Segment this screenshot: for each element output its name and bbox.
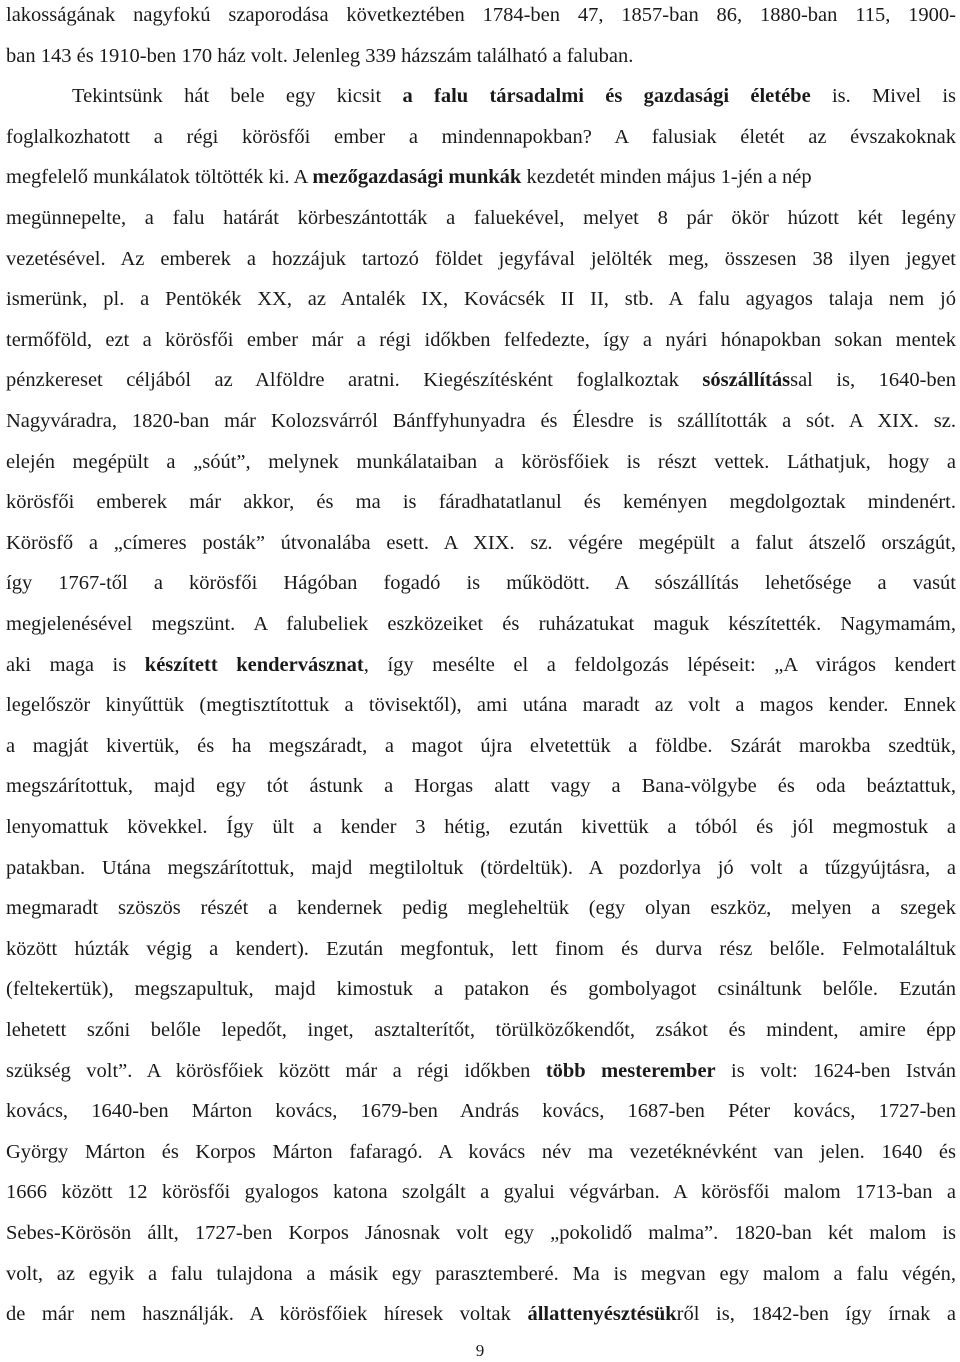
text-line [6, 325, 956, 355]
text-segment: kovács, 1640-ben Márton kovács, 1679-ben András kovács, 1687-ben Péter kovács, 1727-ben [6, 1100, 956, 1123]
text-segment: 1666 között 12 körösfői gyalogos katona szolgált a gyalui végvárban. A körösfői malom 1713-ban a [6, 1181, 956, 1204]
text-segment: is. Mivel is [810, 85, 956, 108]
text-segment: György Márton és Korpos Márton fafaragó. A kovács név ma vezetéknévként van jelen. 1640 és [6, 1140, 956, 1163]
text-line [6, 122, 956, 152]
text-line [6, 406, 956, 436]
text-segment: megjelenésével megszünt. A falubeliek eszközeiket és ruházatukat maguk készítették. Nagymamám, [6, 613, 956, 635]
page-number: 9 [475, 1341, 485, 1360]
text-segment: patakban. Utána megszárítottuk, majd megtiloltuk (tördeltük). A pozdorlya jó volt a tűzgyújtásra, a [6, 856, 956, 879]
text-line [6, 1259, 956, 1289]
text-segment: ban 143 és 1910-ben 170 ház volt. Jelenleg 339 házszám található a faluban. [6, 44, 634, 67]
text-line [6, 690, 956, 720]
text-line [6, 812, 956, 842]
text-segment: volt, az egyik a falu tulajdona a másik egy parasztemberé. Ma is megvan egy malom a falu végén, [6, 1262, 956, 1285]
text-segment: Nagyváradra, 1820-ban már Kolozsvárról Bánffyhunyadra és Élesdre is szállították a sót. A XIX. sz. [6, 410, 956, 432]
text-segment: megünnepelte, a falu határát körbeszántották a faluekével, melyet 8 pár ökör húzott két legény [6, 207, 956, 229]
text-line [6, 934, 956, 964]
text-segment: sal is, 1640-ben [790, 369, 957, 392]
text-line [6, 447, 956, 477]
text-segment: szükség volt”. A körösfőiek között már a régi időkben [6, 1059, 546, 1082]
text-line [6, 203, 956, 233]
text-line [6, 162, 956, 192]
text-line [6, 1299, 956, 1329]
text-line [6, 41, 956, 71]
text-line [6, 365, 956, 395]
text-line [6, 974, 956, 1004]
text-line [6, 1137, 956, 1167]
text-segment: ről is, 1842-ben így írnak a [676, 1303, 956, 1326]
text-segment: vezetésével. Az emberek a hozzájuk tartozó földet jegyfával jelölték meg, összesen 38 ilyen jegyet [6, 247, 956, 270]
text-segment: elején megépült a „sóút”, melynek munkálataiban a körösfőiek is részt vettek. Láthatjuk, hogy a [6, 450, 956, 473]
text-segment: de már nem használják. A körösfőiek híresek voltak [6, 1303, 528, 1326]
text-line [6, 487, 956, 517]
text-segment: körösfői emberek már akkor, és ma is fáradhatatlanul és keményen megdolgoztak mindenért. [6, 491, 956, 514]
text-line [6, 731, 956, 761]
text-segment: ismerünk, pl. a Pentökék XX, az Antalék IX, Kovácsék II II, stb. A falu agyagos talaja nem jó [6, 288, 956, 311]
text-segment: megmaradt szöszös részét a kendernek pedig megleheltük (egy olyan eszköz, melyen a szegek [6, 897, 956, 920]
text-line [6, 0, 956, 30]
text-line [6, 1096, 956, 1126]
bold-text-segment: állattenyésztésük [527, 1303, 677, 1326]
text-segment: megszárítottuk, majd egy tót ástunk a Horgas alatt vagy a Bana-völgybe és oda beáztattuk, [6, 775, 956, 798]
text-line [6, 528, 956, 558]
bold-text-segment: a falu társadalmi és gazdasági életébe [402, 85, 811, 108]
text-line [6, 244, 956, 274]
text-segment: lehetett szőni belőle lepedőt, inget, asztalterítőt, törülközőkendőt, zsákot és mindent, amire épp [6, 1019, 956, 1041]
text-line [6, 771, 956, 801]
text-segment: Körösfő a „címeres posták” útvonalába esett. A XIX. sz. végére megépült a falut átszelő országút, [6, 531, 956, 554]
text-segment: így 1767-től a körösfői Hágóban fogadó is működött. A sószállítás lehetősége a vasút [6, 572, 956, 595]
text-segment: között húzták végig a kendert). Ezután megfontuk, lett finom és durva rész belőle. Felmotaláltuk [6, 937, 956, 960]
text-segment: foglalkozhatott a régi körösfői ember a mindennapokban? A falusiak életét az évszakoknak [6, 125, 956, 148]
text-segment: Sebes-Körösön állt, 1727-ben Korpos Jánosnak volt egy „pokolidő malma”. 1820-ban két malom is [6, 1222, 956, 1244]
text-segment: termőföld, ezt a körösfői ember már a régi időkben felfedezte, így a nyári hónapokban sokan mentek [6, 328, 956, 351]
text-line [6, 650, 956, 680]
text-line [6, 1056, 956, 1086]
text-segment: aki maga is [6, 653, 145, 676]
text-line [6, 568, 956, 598]
text-segment: megfelelő munkálatok töltötték ki. A [6, 166, 313, 189]
text-segment: , így mesélte el a feldolgozás lépéseit: „A virágos kendert [363, 653, 956, 676]
text-segment: lenyomattuk kövekkel. Így ült a kender 3 hétig, ezután kivettük a tóból és jól megmostuk a [6, 816, 956, 838]
text-segment: pénzkereset céljából az Alföldre aratni. Kiegészítésként foglalkoztak [6, 369, 703, 392]
text-line [6, 284, 956, 314]
text-segment: kezdetét minden május 1-jén a nép [521, 166, 812, 189]
text-line [6, 609, 956, 639]
bold-text-segment: sószállítás [702, 369, 791, 392]
text-line [6, 893, 956, 923]
text-line [6, 853, 956, 883]
text-segment: is volt: 1624-ben István [715, 1059, 956, 1082]
text-line [6, 81, 956, 111]
bold-text-segment: mezőgazdasági munkák [312, 166, 522, 189]
bold-text-segment: több mesterember [545, 1059, 716, 1082]
text-segment: a magját kivertük, és ha megszáradt, a magot újra elvetettük a földbe. Szárát marokba szedtük, [6, 734, 956, 757]
bold-text-segment: készített kendervásznat [144, 653, 364, 676]
text-line [6, 1015, 956, 1045]
text-segment: lakosságának nagyfokú szaporodása következtében 1784-ben 47, 1857-ban 86, 1880-ban 115, 1900- [6, 4, 956, 26]
text-line [6, 1218, 956, 1248]
text-line [6, 1177, 956, 1207]
text-segment: Tekintsünk hát bele egy kicsit [72, 85, 403, 108]
text-segment: (feltekertük), megszapultuk, majd kimostuk a patakon és gombolyagot csináltunk belőle. Ezután [6, 978, 956, 1001]
text-segment: legelőször kinyűttük (megtisztítottuk a tövisektől), ami utána maradt az volt a magos kender. Ennek [6, 694, 956, 717]
